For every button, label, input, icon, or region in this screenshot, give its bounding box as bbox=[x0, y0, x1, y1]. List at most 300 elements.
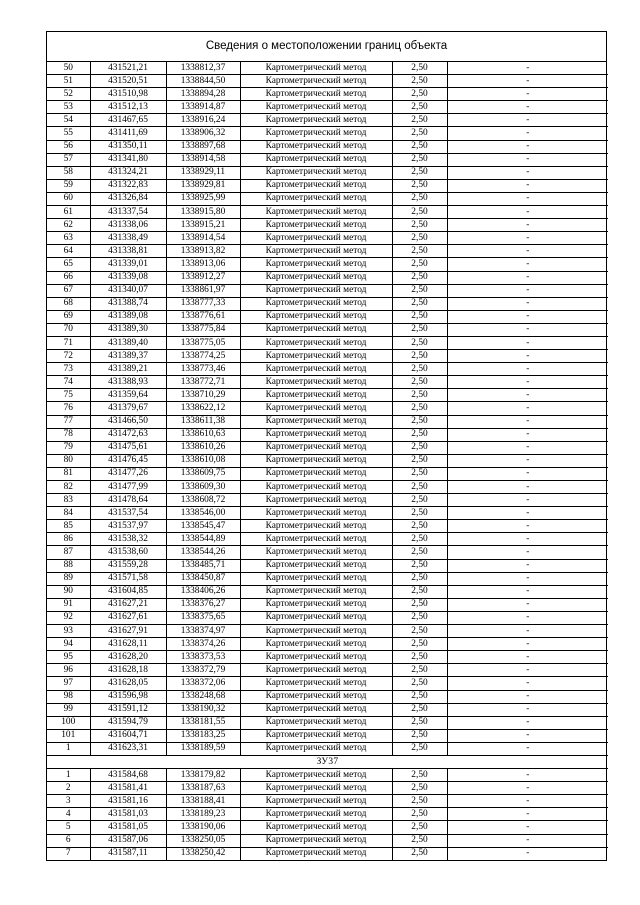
x-coordinate-cell: 431389,21 bbox=[90, 363, 166, 376]
table-row bbox=[47, 75, 608, 88]
y-coordinate-cell: 1338894,28 bbox=[166, 88, 240, 101]
table-row bbox=[47, 467, 608, 480]
description-cell: - bbox=[447, 507, 608, 520]
x-coordinate-cell: 431477,26 bbox=[90, 467, 166, 480]
description-cell: - bbox=[447, 742, 608, 755]
method-cell: Картометрический метод bbox=[240, 127, 392, 140]
y-coordinate-cell: 1338913,06 bbox=[166, 258, 240, 271]
method-cell: Картометрический метод bbox=[240, 232, 392, 245]
accuracy-cell: 2,50 bbox=[392, 834, 447, 847]
table-row bbox=[47, 481, 608, 494]
description-cell: - bbox=[447, 598, 608, 611]
description-cell: - bbox=[447, 428, 608, 441]
point-number-cell: 73 bbox=[47, 363, 90, 376]
method-cell: Картометрический метод bbox=[240, 284, 392, 297]
y-coordinate-cell: 1338773,46 bbox=[166, 363, 240, 376]
accuracy-cell: 2,50 bbox=[392, 323, 447, 336]
point-number-cell: 84 bbox=[47, 507, 90, 520]
table-row bbox=[47, 441, 608, 454]
description-cell: - bbox=[447, 834, 608, 847]
y-coordinate-cell: 1338914,87 bbox=[166, 101, 240, 114]
method-cell: Картометрический метод bbox=[240, 467, 392, 480]
accuracy-cell: 2,50 bbox=[392, 664, 447, 677]
table-row bbox=[47, 638, 608, 651]
description-cell: - bbox=[447, 101, 608, 114]
method-cell: Картометрический метод bbox=[240, 350, 392, 363]
method-cell: Картометрический метод bbox=[240, 206, 392, 219]
point-number-cell: 54 bbox=[47, 114, 90, 127]
y-coordinate-cell: 1338608,72 bbox=[166, 494, 240, 507]
y-coordinate-cell: 1338812,37 bbox=[166, 62, 240, 75]
description-cell: - bbox=[447, 140, 608, 153]
method-cell: Картометрический метод bbox=[240, 651, 392, 664]
y-coordinate-cell: 1338485,71 bbox=[166, 559, 240, 572]
method-cell: Картометрический метод bbox=[240, 219, 392, 232]
x-coordinate-cell: 431571,58 bbox=[90, 572, 166, 585]
coordinates-table-body bbox=[47, 62, 608, 860]
method-cell: Картометрический метод bbox=[240, 323, 392, 336]
table-row bbox=[47, 651, 608, 664]
method-cell: Картометрический метод bbox=[240, 520, 392, 533]
section-label: ЗУ37 bbox=[47, 755, 608, 768]
table-row bbox=[47, 101, 608, 114]
table-row bbox=[47, 88, 608, 101]
x-coordinate-cell: 431389,08 bbox=[90, 310, 166, 323]
description-cell: - bbox=[447, 389, 608, 402]
method-cell: Картометрический метод bbox=[240, 638, 392, 651]
description-cell: - bbox=[447, 323, 608, 336]
section-row bbox=[47, 755, 608, 768]
boundary-info-sheet bbox=[46, 31, 607, 861]
accuracy-cell: 2,50 bbox=[392, 284, 447, 297]
method-cell: Картометрический метод bbox=[240, 729, 392, 742]
table-row bbox=[47, 415, 608, 428]
description-cell: - bbox=[447, 232, 608, 245]
description-cell: - bbox=[447, 769, 608, 782]
method-cell: Картометрический метод bbox=[240, 245, 392, 258]
point-number-cell: 52 bbox=[47, 88, 90, 101]
accuracy-cell: 2,50 bbox=[392, 166, 447, 179]
x-coordinate-cell: 431581,41 bbox=[90, 782, 166, 795]
accuracy-cell: 2,50 bbox=[392, 585, 447, 598]
accuracy-cell: 2,50 bbox=[392, 821, 447, 834]
description-cell: - bbox=[447, 350, 608, 363]
accuracy-cell: 2,50 bbox=[392, 258, 447, 271]
method-cell: Картометрический метод bbox=[240, 140, 392, 153]
table-row bbox=[47, 232, 608, 245]
point-number-cell: 80 bbox=[47, 454, 90, 467]
x-coordinate-cell: 431411,69 bbox=[90, 127, 166, 140]
accuracy-cell: 2,50 bbox=[392, 232, 447, 245]
description-cell: - bbox=[447, 284, 608, 297]
point-number-cell: 59 bbox=[47, 179, 90, 192]
y-coordinate-cell: 1338925,99 bbox=[166, 192, 240, 205]
x-coordinate-cell: 431627,61 bbox=[90, 611, 166, 624]
point-number-cell: 56 bbox=[47, 140, 90, 153]
x-coordinate-cell: 431627,91 bbox=[90, 625, 166, 638]
y-coordinate-cell: 1338372,79 bbox=[166, 664, 240, 677]
table-row bbox=[47, 179, 608, 192]
y-coordinate-cell: 1338913,82 bbox=[166, 245, 240, 258]
description-cell: - bbox=[447, 651, 608, 664]
table-row bbox=[47, 559, 608, 572]
point-number-cell: 100 bbox=[47, 716, 90, 729]
x-coordinate-cell: 431538,32 bbox=[90, 533, 166, 546]
point-number-cell: 98 bbox=[47, 690, 90, 703]
x-coordinate-cell: 431521,21 bbox=[90, 62, 166, 75]
method-cell: Картометрический метод bbox=[240, 310, 392, 323]
x-coordinate-cell: 431623,31 bbox=[90, 742, 166, 755]
method-cell: Картометрический метод bbox=[240, 821, 392, 834]
accuracy-cell: 2,50 bbox=[392, 467, 447, 480]
description-cell: - bbox=[447, 467, 608, 480]
x-coordinate-cell: 431379,67 bbox=[90, 402, 166, 415]
method-cell: Картометрический метод bbox=[240, 88, 392, 101]
table-row bbox=[47, 677, 608, 690]
description-cell: - bbox=[447, 559, 608, 572]
method-cell: Картометрический метод bbox=[240, 559, 392, 572]
point-number-cell: 91 bbox=[47, 598, 90, 611]
table-row bbox=[47, 323, 608, 336]
table-row bbox=[47, 782, 608, 795]
y-coordinate-cell: 1338710,29 bbox=[166, 389, 240, 402]
point-number-cell: 66 bbox=[47, 271, 90, 284]
x-coordinate-cell: 431324,21 bbox=[90, 166, 166, 179]
method-cell: Картометрический метод bbox=[240, 677, 392, 690]
x-coordinate-cell: 431339,01 bbox=[90, 258, 166, 271]
table-row bbox=[47, 716, 608, 729]
table-row bbox=[47, 834, 608, 847]
accuracy-cell: 2,50 bbox=[392, 192, 447, 205]
description-cell: - bbox=[447, 192, 608, 205]
accuracy-cell: 2,50 bbox=[392, 572, 447, 585]
y-coordinate-cell: 1338376,27 bbox=[166, 598, 240, 611]
y-coordinate-cell: 1338915,80 bbox=[166, 206, 240, 219]
method-cell: Картометрический метод bbox=[240, 441, 392, 454]
description-cell: - bbox=[447, 572, 608, 585]
x-coordinate-cell: 431587,11 bbox=[90, 847, 166, 860]
y-coordinate-cell: 1338250,42 bbox=[166, 847, 240, 860]
accuracy-cell: 2,50 bbox=[392, 88, 447, 101]
y-coordinate-cell: 1338610,08 bbox=[166, 454, 240, 467]
description-cell: - bbox=[447, 625, 608, 638]
accuracy-cell: 2,50 bbox=[392, 716, 447, 729]
point-number-cell: 99 bbox=[47, 703, 90, 716]
method-cell: Картометрический метод bbox=[240, 847, 392, 860]
method-cell: Картометрический метод bbox=[240, 389, 392, 402]
method-cell: Картометрический метод bbox=[240, 271, 392, 284]
description-cell: - bbox=[447, 716, 608, 729]
y-coordinate-cell: 1338929,81 bbox=[166, 179, 240, 192]
point-number-cell: 97 bbox=[47, 677, 90, 690]
accuracy-cell: 2,50 bbox=[392, 559, 447, 572]
accuracy-cell: 2,50 bbox=[392, 206, 447, 219]
y-coordinate-cell: 1338916,24 bbox=[166, 114, 240, 127]
method-cell: Картометрический метод bbox=[240, 598, 392, 611]
table-row bbox=[47, 140, 608, 153]
description-cell: - bbox=[447, 336, 608, 349]
method-cell: Картометрический метод bbox=[240, 454, 392, 467]
description-cell: - bbox=[447, 847, 608, 860]
point-number-cell: 82 bbox=[47, 481, 90, 494]
point-number-cell: 2 bbox=[47, 782, 90, 795]
x-coordinate-cell: 431472,63 bbox=[90, 428, 166, 441]
y-coordinate-cell: 1338190,32 bbox=[166, 703, 240, 716]
method-cell: Картометрический метод bbox=[240, 690, 392, 703]
method-cell: Картометрический метод bbox=[240, 533, 392, 546]
method-cell: Картометрический метод bbox=[240, 297, 392, 310]
point-number-cell: 67 bbox=[47, 284, 90, 297]
description-cell: - bbox=[447, 297, 608, 310]
x-coordinate-cell: 431350,11 bbox=[90, 140, 166, 153]
point-number-cell: 95 bbox=[47, 651, 90, 664]
y-coordinate-cell: 1338188,41 bbox=[166, 795, 240, 808]
table-row bbox=[47, 533, 608, 546]
accuracy-cell: 2,50 bbox=[392, 481, 447, 494]
table-row bbox=[47, 402, 608, 415]
y-coordinate-cell: 1338861,97 bbox=[166, 284, 240, 297]
x-coordinate-cell: 431467,65 bbox=[90, 114, 166, 127]
table-row bbox=[47, 494, 608, 507]
x-coordinate-cell: 431322,83 bbox=[90, 179, 166, 192]
method-cell: Картометрический метод bbox=[240, 625, 392, 638]
method-cell: Картометрический метод bbox=[240, 572, 392, 585]
point-number-cell: 71 bbox=[47, 336, 90, 349]
accuracy-cell: 2,50 bbox=[392, 350, 447, 363]
table-row bbox=[47, 625, 608, 638]
method-cell: Картометрический метод bbox=[240, 62, 392, 75]
x-coordinate-cell: 431581,16 bbox=[90, 795, 166, 808]
description-cell: - bbox=[447, 611, 608, 624]
table-row bbox=[47, 271, 608, 284]
y-coordinate-cell: 1338406,26 bbox=[166, 585, 240, 598]
description-cell: - bbox=[447, 114, 608, 127]
table-row bbox=[47, 742, 608, 755]
table-row bbox=[47, 598, 608, 611]
x-coordinate-cell: 431341,80 bbox=[90, 153, 166, 166]
description-cell: - bbox=[447, 677, 608, 690]
point-number-cell: 69 bbox=[47, 310, 90, 323]
method-cell: Картометрический метод bbox=[240, 808, 392, 821]
accuracy-cell: 2,50 bbox=[392, 520, 447, 533]
table-row bbox=[47, 166, 608, 179]
y-coordinate-cell: 1338179,82 bbox=[166, 769, 240, 782]
method-cell: Картометрический метод bbox=[240, 546, 392, 559]
description-cell: - bbox=[447, 245, 608, 258]
description-cell: - bbox=[447, 363, 608, 376]
accuracy-cell: 2,50 bbox=[392, 546, 447, 559]
method-cell: Картометрический метод bbox=[240, 192, 392, 205]
table-row bbox=[47, 310, 608, 323]
accuracy-cell: 2,50 bbox=[392, 363, 447, 376]
x-coordinate-cell: 431628,18 bbox=[90, 664, 166, 677]
x-coordinate-cell: 431326,84 bbox=[90, 192, 166, 205]
method-cell: Картометрический метод bbox=[240, 703, 392, 716]
y-coordinate-cell: 1338248,68 bbox=[166, 690, 240, 703]
table-row bbox=[47, 546, 608, 559]
point-number-cell: 77 bbox=[47, 415, 90, 428]
accuracy-cell: 2,50 bbox=[392, 703, 447, 716]
point-number-cell: 92 bbox=[47, 611, 90, 624]
x-coordinate-cell: 431591,12 bbox=[90, 703, 166, 716]
x-coordinate-cell: 431604,71 bbox=[90, 729, 166, 742]
table-row bbox=[47, 127, 608, 140]
table-row bbox=[47, 153, 608, 166]
table-row bbox=[47, 284, 608, 297]
y-coordinate-cell: 1338906,32 bbox=[166, 127, 240, 140]
table-row bbox=[47, 808, 608, 821]
x-coordinate-cell: 431538,60 bbox=[90, 546, 166, 559]
table-row bbox=[47, 585, 608, 598]
y-coordinate-cell: 1338183,25 bbox=[166, 729, 240, 742]
x-coordinate-cell: 431338,06 bbox=[90, 219, 166, 232]
point-number-cell: 96 bbox=[47, 664, 90, 677]
y-coordinate-cell: 1338774,25 bbox=[166, 350, 240, 363]
accuracy-cell: 2,50 bbox=[392, 847, 447, 860]
y-coordinate-cell: 1338189,59 bbox=[166, 742, 240, 755]
y-coordinate-cell: 1338914,54 bbox=[166, 232, 240, 245]
table-row bbox=[47, 821, 608, 834]
point-number-cell: 53 bbox=[47, 101, 90, 114]
y-coordinate-cell: 1338374,97 bbox=[166, 625, 240, 638]
accuracy-cell: 2,50 bbox=[392, 402, 447, 415]
description-cell: - bbox=[447, 481, 608, 494]
x-coordinate-cell: 431338,49 bbox=[90, 232, 166, 245]
point-number-cell: 101 bbox=[47, 729, 90, 742]
x-coordinate-cell: 431581,05 bbox=[90, 821, 166, 834]
table-row bbox=[47, 114, 608, 127]
table-row bbox=[47, 389, 608, 402]
x-coordinate-cell: 431475,61 bbox=[90, 441, 166, 454]
method-cell: Картометрический метод bbox=[240, 507, 392, 520]
y-coordinate-cell: 1338897,68 bbox=[166, 140, 240, 153]
point-number-cell: 4 bbox=[47, 808, 90, 821]
x-coordinate-cell: 431627,21 bbox=[90, 598, 166, 611]
description-cell: - bbox=[447, 494, 608, 507]
description-cell: - bbox=[447, 206, 608, 219]
x-coordinate-cell: 431388,74 bbox=[90, 297, 166, 310]
y-coordinate-cell: 1338772,71 bbox=[166, 376, 240, 389]
accuracy-cell: 2,50 bbox=[392, 494, 447, 507]
accuracy-cell: 2,50 bbox=[392, 441, 447, 454]
x-coordinate-cell: 431628,11 bbox=[90, 638, 166, 651]
y-coordinate-cell: 1338609,75 bbox=[166, 467, 240, 480]
accuracy-cell: 2,50 bbox=[392, 690, 447, 703]
description-cell: - bbox=[447, 638, 608, 651]
x-coordinate-cell: 431594,79 bbox=[90, 716, 166, 729]
x-coordinate-cell: 431337,54 bbox=[90, 206, 166, 219]
method-cell: Картометрический метод bbox=[240, 611, 392, 624]
accuracy-cell: 2,50 bbox=[392, 625, 447, 638]
accuracy-cell: 2,50 bbox=[392, 415, 447, 428]
x-coordinate-cell: 431584,68 bbox=[90, 769, 166, 782]
accuracy-cell: 2,50 bbox=[392, 297, 447, 310]
description-cell: - bbox=[447, 703, 608, 716]
x-coordinate-cell: 431339,08 bbox=[90, 271, 166, 284]
description-cell: - bbox=[447, 585, 608, 598]
method-cell: Картометрический метод bbox=[240, 114, 392, 127]
y-coordinate-cell: 1338912,27 bbox=[166, 271, 240, 284]
table-row bbox=[47, 206, 608, 219]
y-coordinate-cell: 1338545,47 bbox=[166, 520, 240, 533]
accuracy-cell: 2,50 bbox=[392, 140, 447, 153]
accuracy-cell: 2,50 bbox=[392, 795, 447, 808]
point-number-cell: 57 bbox=[47, 153, 90, 166]
x-coordinate-cell: 431478,64 bbox=[90, 494, 166, 507]
method-cell: Картометрический метод bbox=[240, 258, 392, 271]
description-cell: - bbox=[447, 219, 608, 232]
point-number-cell: 1 bbox=[47, 769, 90, 782]
table-row bbox=[47, 520, 608, 533]
y-coordinate-cell: 1338775,84 bbox=[166, 323, 240, 336]
x-coordinate-cell: 431520,51 bbox=[90, 75, 166, 88]
y-coordinate-cell: 1338250,05 bbox=[166, 834, 240, 847]
y-coordinate-cell: 1338915,21 bbox=[166, 219, 240, 232]
method-cell: Картометрический метод bbox=[240, 166, 392, 179]
description-cell: - bbox=[447, 376, 608, 389]
table-row bbox=[47, 572, 608, 585]
y-coordinate-cell: 1338189,23 bbox=[166, 808, 240, 821]
x-coordinate-cell: 431628,20 bbox=[90, 651, 166, 664]
y-coordinate-cell: 1338844,50 bbox=[166, 75, 240, 88]
y-coordinate-cell: 1338929,11 bbox=[166, 166, 240, 179]
point-number-cell: 64 bbox=[47, 245, 90, 258]
method-cell: Картометрический метод bbox=[240, 101, 392, 114]
method-cell: Картометрический метод bbox=[240, 402, 392, 415]
accuracy-cell: 2,50 bbox=[392, 219, 447, 232]
method-cell: Картометрический метод bbox=[240, 363, 392, 376]
description-cell: - bbox=[447, 166, 608, 179]
point-number-cell: 94 bbox=[47, 638, 90, 651]
table-row bbox=[47, 192, 608, 205]
x-coordinate-cell: 431389,40 bbox=[90, 336, 166, 349]
y-coordinate-cell: 1338546,00 bbox=[166, 507, 240, 520]
y-coordinate-cell: 1338775,05 bbox=[166, 336, 240, 349]
description-cell: - bbox=[447, 782, 608, 795]
point-number-cell: 62 bbox=[47, 219, 90, 232]
description-cell: - bbox=[447, 179, 608, 192]
table-row bbox=[47, 507, 608, 520]
x-coordinate-cell: 431587,06 bbox=[90, 834, 166, 847]
point-number-cell: 63 bbox=[47, 232, 90, 245]
point-number-cell: 86 bbox=[47, 533, 90, 546]
y-coordinate-cell: 1338777,33 bbox=[166, 297, 240, 310]
x-coordinate-cell: 431466,50 bbox=[90, 415, 166, 428]
point-number-cell: 78 bbox=[47, 428, 90, 441]
accuracy-cell: 2,50 bbox=[392, 376, 447, 389]
x-coordinate-cell: 431559,28 bbox=[90, 559, 166, 572]
accuracy-cell: 2,50 bbox=[392, 651, 447, 664]
method-cell: Картометрический метод bbox=[240, 376, 392, 389]
accuracy-cell: 2,50 bbox=[392, 808, 447, 821]
accuracy-cell: 2,50 bbox=[392, 769, 447, 782]
y-coordinate-cell: 1338181,55 bbox=[166, 716, 240, 729]
point-number-cell: 55 bbox=[47, 127, 90, 140]
table-row bbox=[47, 703, 608, 716]
y-coordinate-cell: 1338622,12 bbox=[166, 402, 240, 415]
table-caption: Сведения о местоположении границ объекта bbox=[47, 32, 606, 62]
table-row bbox=[47, 350, 608, 363]
table-row bbox=[47, 690, 608, 703]
y-coordinate-cell: 1338373,53 bbox=[166, 651, 240, 664]
accuracy-cell: 2,50 bbox=[392, 245, 447, 258]
y-coordinate-cell: 1338544,89 bbox=[166, 533, 240, 546]
x-coordinate-cell: 431537,97 bbox=[90, 520, 166, 533]
method-cell: Картометрический метод bbox=[240, 664, 392, 677]
x-coordinate-cell: 431476,45 bbox=[90, 454, 166, 467]
description-cell: - bbox=[447, 520, 608, 533]
method-cell: Картометрический метод bbox=[240, 494, 392, 507]
